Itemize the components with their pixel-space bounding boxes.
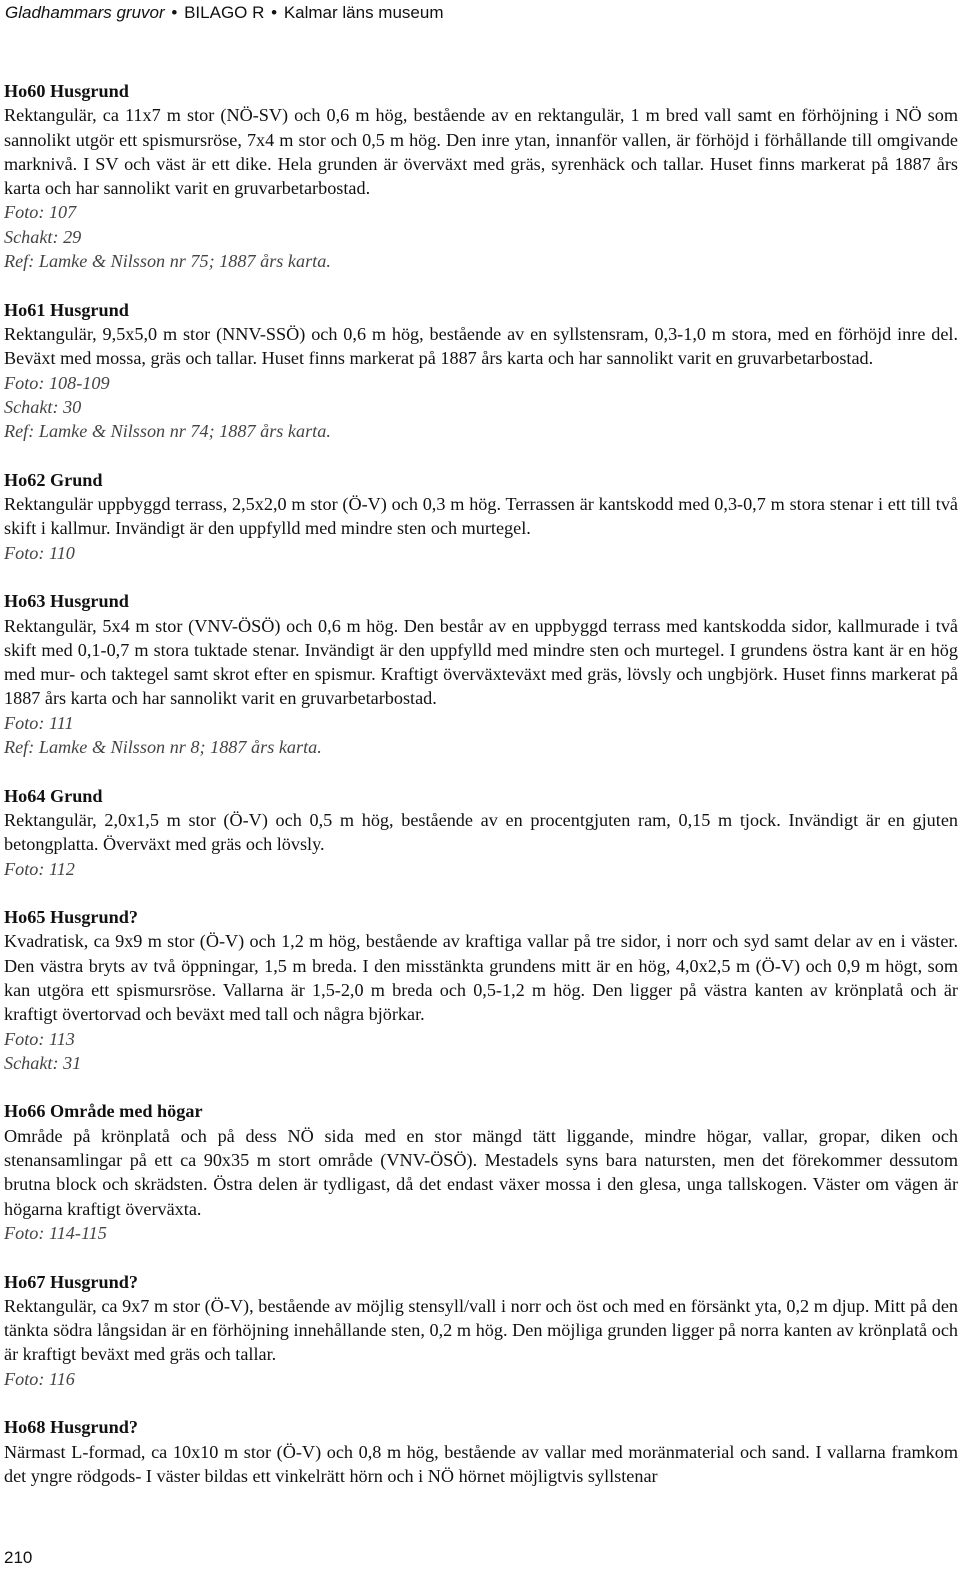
entry-title: Ho65 Husgrund? [4,907,138,928]
entry-reference-line: Schakt: 31 [4,1052,82,1073]
entry-title: Ho66 Område med högar [4,1101,203,1122]
entry-reference-line: Foto: 107 [4,202,77,223]
entry-reference-line: Foto: 110 [4,542,75,563]
site-entry [4,784,958,881]
entry-reference-line: Foto: 114-115 [4,1222,107,1243]
header-appendix-label: BILAGO R [184,3,265,22]
header-separator: • [171,3,178,22]
entry-description: Rektangulär, ca 11x7 m stor (NÖ-SV) och 0,6 m hög, bestående av en rektangulär, 1 m bred vall samt en förhöjning i NÖ som sannolikt utgör ett spismursröse, 7x4 m stor och 0,5 m hög. Den inre ytan, innanför vallen, är förhöjd i förhållande till omgivande marknivå. I SV och väst är ett dike. Hela grunden är överväxt med gräs, syrenhäck och tallar. Huset finns markerat på 1887 års karta och har sannolikt varit en gruvarbetarbostad. [4,105,958,199]
entry-reference-line: Schakt: 29 [4,226,82,247]
site-entry [4,1270,958,1391]
header-site-name: Gladhammars gruvor [5,3,165,22]
entry-title: Ho62 Grund [4,469,103,490]
site-entry [4,905,958,1075]
site-entry [4,468,958,565]
entry-description: Kvadratisk, ca 9x9 m stor (Ö-V) och 1,2 m hög, bestående av kraftiga vallar på tre sidor, i norr och syd samt delar av en i väster. Den västra bryts av två öppningar, 1,5 m breda. I den misstänkta grundens mitt är en hög, 4,0x2,5 m (Ö-V) och 0,9 m högt, som kan utgöra ett spismursröse. Vallarna är 1,5-2,0 m breda och 0,5-1,2 m hög. Den ligger på västra kanten av krönplatå och är kraftigt övertorvad och beväxt med tall och några björkar. [4,931,958,1025]
site-entry [4,298,958,444]
entry-description: Rektangulär, 2,0x1,5 m stor (Ö-V) och 0,5 m hög, bestående av en procentgjuten ram, 0,15 m tjock. Invändigt är en gjuten betongplatta. Överväxt med gräs och lövsly. [4,809,958,855]
entry-reference-line: Foto: 108-109 [4,372,110,393]
entry-reference-line: Foto: 112 [4,858,75,879]
entry-title: Ho61 Husgrund [4,299,129,320]
entry-reference-line: Ref: Lamke & Nilsson nr 75; 1887 års karta. [4,251,331,272]
entry-reference-line: Ref: Lamke & Nilsson nr 8; 1887 års karta. [4,737,322,758]
site-entry [4,589,958,759]
page-number: 210 [4,1548,33,1567]
site-entry [4,79,958,273]
entry-description: Rektangulär, 5x4 m stor (VNV-ÖSÖ) och 0,6 m hög. Den består av en uppbyggd terrass med kantskodda sidor, kallmurade i två skift med 0,1-0,7 m stora tuktade stenar. Invändigt är den uppfylld med mindre sten och murtegel. I grundens östra kant är en hög med mur- och taktegel samt skrot efter en spismur. Kraftigt överväxteväxt med gräs, lövsly och ungbjörk. Huset finns markerat på 1887 års karta och har sannolikt varit en gruvarbetarbostad. [4,615,958,709]
entry-description: Rektangulär, ca 9x7 m stor (Ö-V), bestående av möjlig stensyll/vall i norr och öst och med en försänkt yta, 0,2 m djup. Mitt på den tänkta södra långsidan är en förhöjning innehållande sten, 0,2 m hög. Den möjliga grunden ligger på norra kanten av krönplatå och är kraftigt beväxt med gräs och tallar. [4,1295,958,1365]
entry-title: Ho60 Husgrund [4,81,129,101]
entry-reference-line: Foto: 116 [4,1368,75,1389]
entry-description: Rektangulär, 9,5x5,0 m stor (NNV-SSÖ) och 0,6 m hög, bestående av en syllstensram, 0,3-1,0 m stora, med en förhöjd inre del. Beväxt med mossa, gräs och tallar. Huset finns markerat på 1887 års karta och har sannolikt varit en gruvarbetarbostad. [4,323,958,369]
entry-description: Rektangulär uppbyggd terrass, 2,5x2,0 m stor (Ö-V) och 0,3 m hög. Terrassen är kantskodd med 0,3-0,7 m stora stenar i ett till två skift i kallmur. Invändigt är den uppfylld med mindre sten och murtegel. [4,494,958,539]
entry-title: Ho67 Husgrund? [4,1271,138,1292]
entry-reference-line: Ref: Lamke & Nilsson nr 74; 1887 års karta. [4,421,331,442]
running-header [5,1,444,25]
header-museum-name: Kalmar läns museum [283,3,444,22]
entry-reference-line: Foto: 111 [4,712,74,733]
entry-reference-line: Schakt: 30 [4,396,82,417]
header-separator: • [271,3,278,22]
entry-reference-line: Foto: 113 [4,1028,75,1049]
document-body [4,79,958,1513]
entry-title: Ho68 Husgrund? [4,1417,138,1438]
entry-title: Ho64 Grund [4,785,103,806]
entry-description: Närmast L-formad, ca 10x10 m stor (Ö-V) och 0,8 m hög, bestående av vallar med moränmaterial och sand. I vallarna framkom det yngre rödgods- I väster bildas ett vinkelrätt hörn och i NÖ hörnet möjligtvis syllstenar [4,1441,958,1486]
site-entry [4,1415,958,1488]
entry-description: Område på krönplatå och på dess NÖ sida med en stor mängd tätt liggande, mindre högar, vallar, gropar, diken och stenansamlingar på ett ca 90x35 m stort område (VNV-ÖSÖ). Mestadels syns bara natursten, men det förekommer dessutom brutna block och skrädsten. Östra delen är tydligast, då det endast växer mossa i den glesa, unga tallskogen. Väster om vägen är högarna kraftigt överväxta. [4,1125,958,1219]
site-entry [4,1099,958,1245]
entry-title: Ho63 Husgrund [4,591,129,612]
